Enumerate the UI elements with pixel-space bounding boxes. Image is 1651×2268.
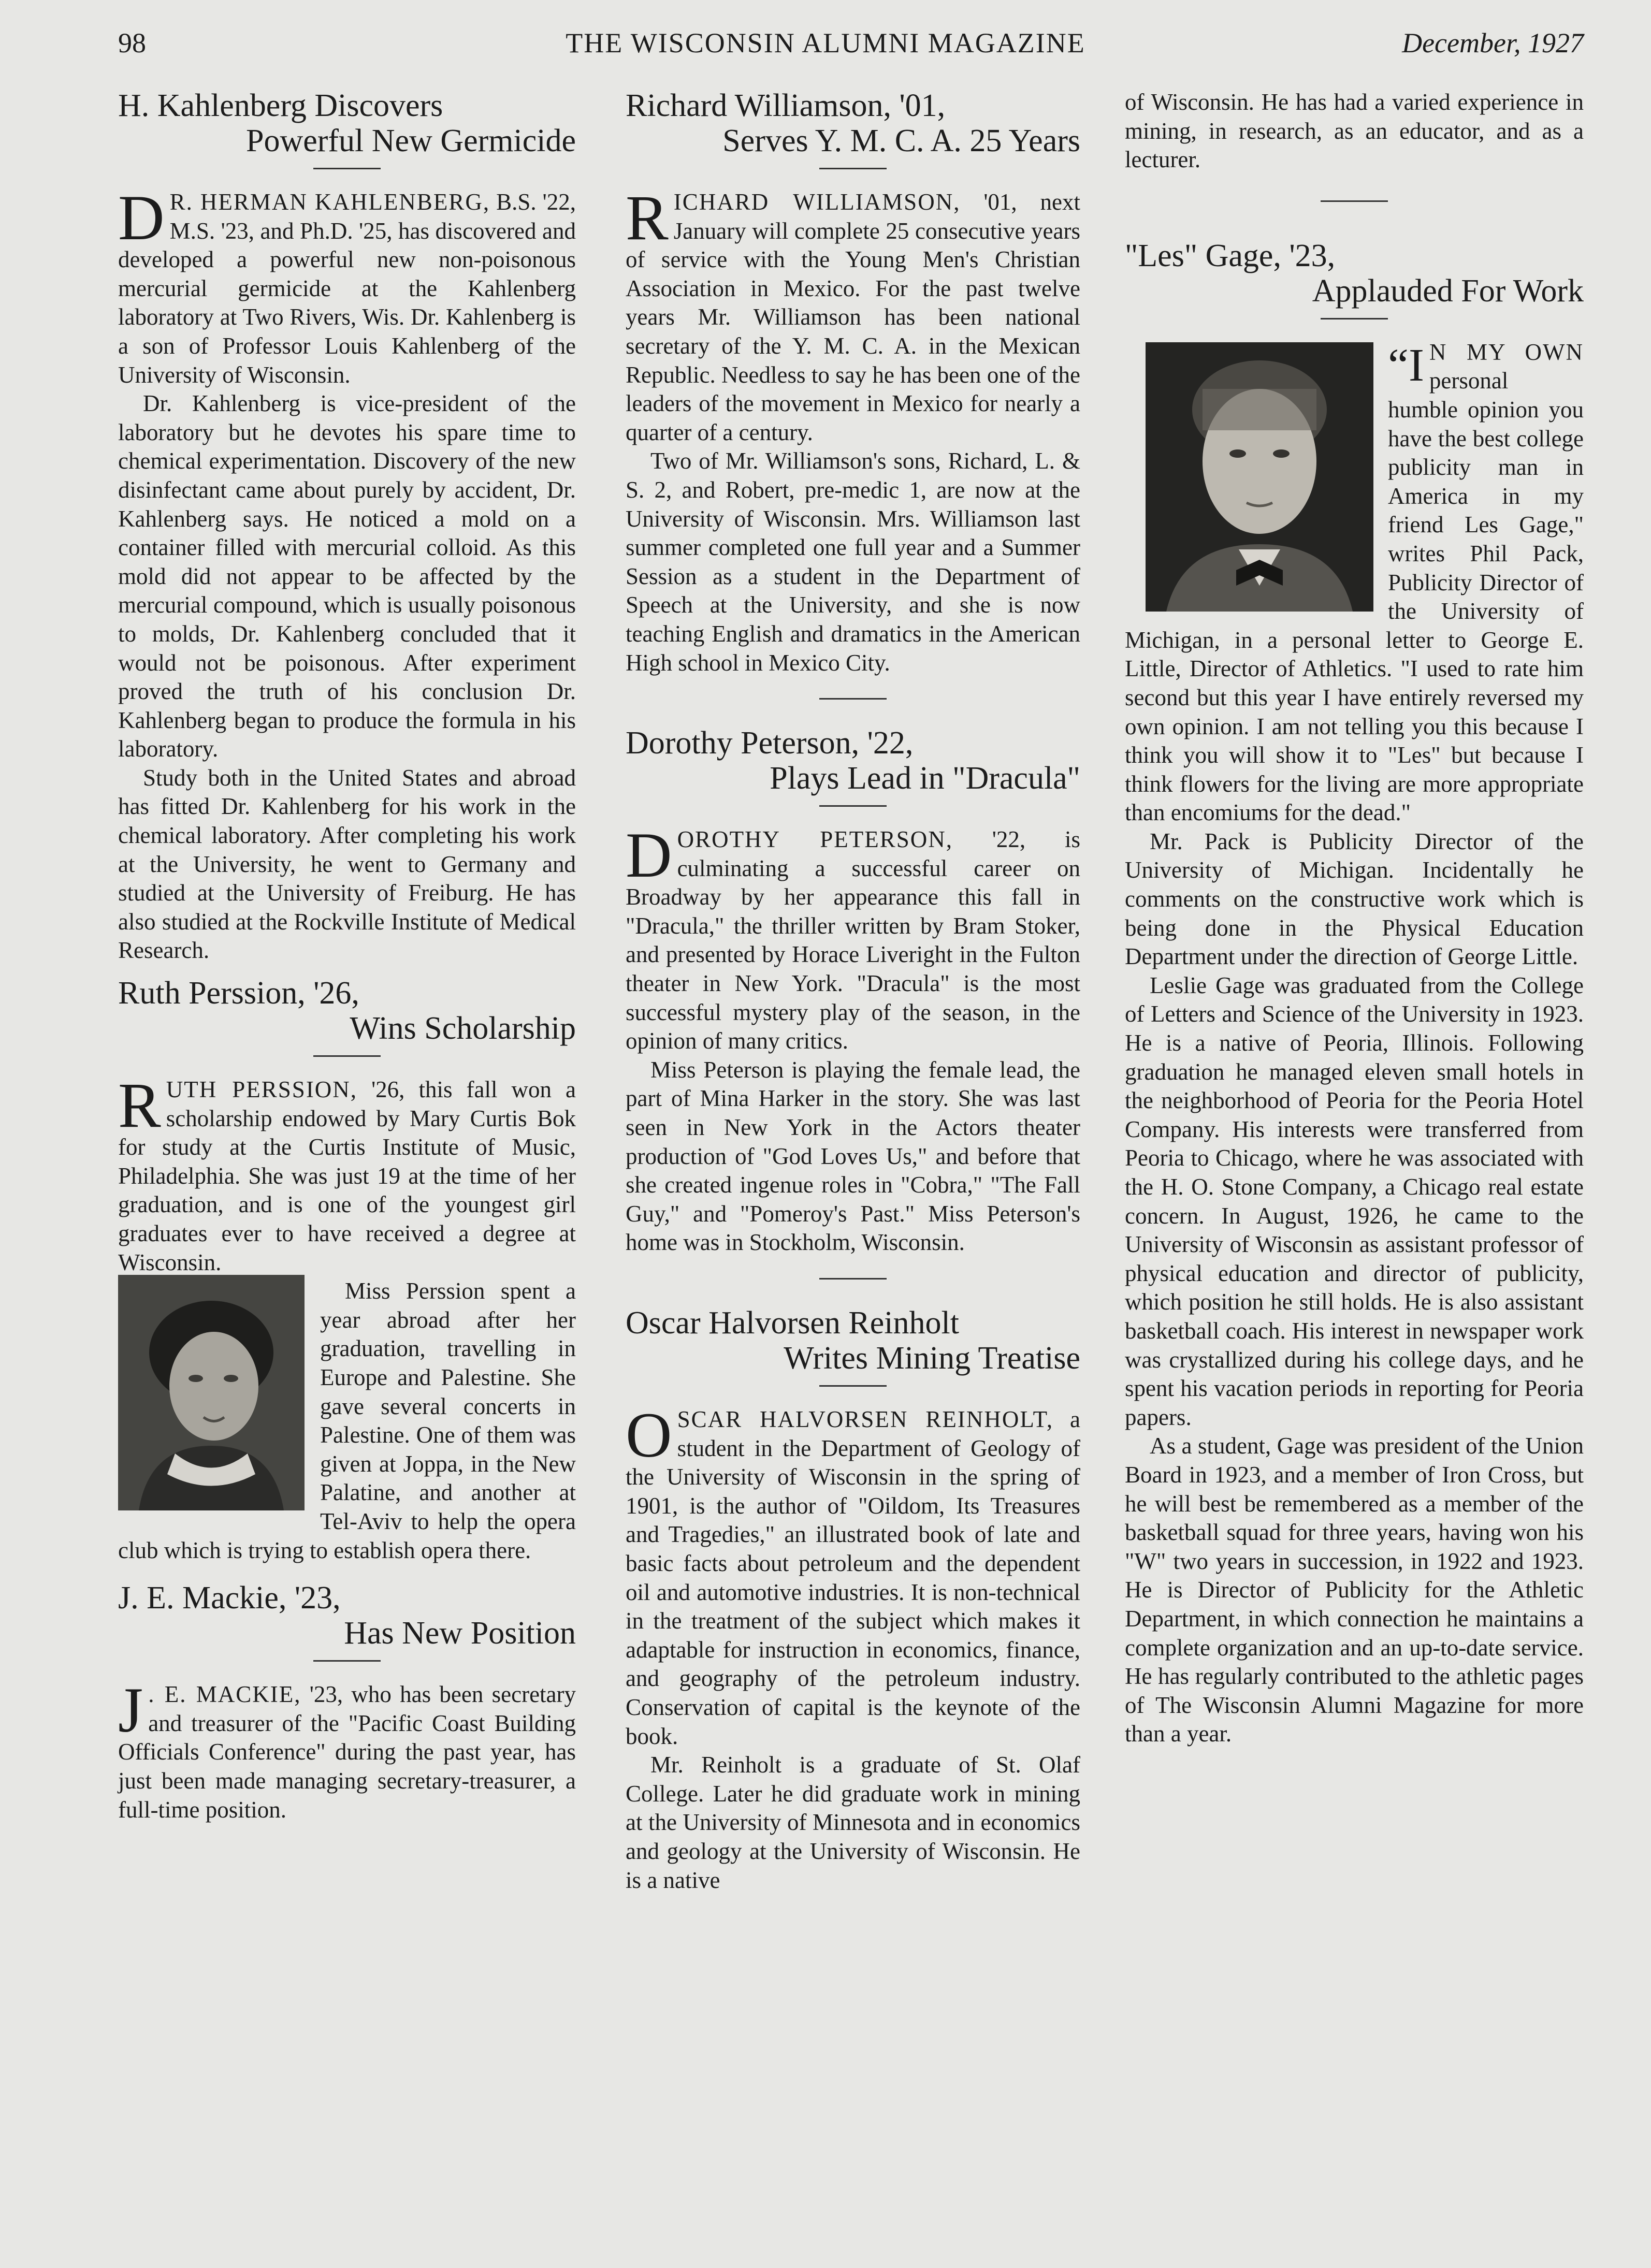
drop-cap: R bbox=[118, 1070, 161, 1141]
title-line-2: Serves Y. M. C. A. 25 Years bbox=[722, 123, 1080, 158]
title-line-2: Plays Lead in "Dracula" bbox=[770, 761, 1080, 796]
column-right bbox=[1125, 88, 1584, 1749]
article-paragraph: Two of Mr. Williamson's sons, Richard, L. & S. 2, and Robert, pre-medic 1, are now at the University of Wisconsin. Mrs. Williamson last summer completed one full year and a Summer Session as a student in the Department of Speech at the University, and she is now teaching English and dramatics in the American High school in Mexico City. bbox=[626, 448, 1080, 676]
issue-date: December, 1927 bbox=[1402, 27, 1584, 59]
article-title bbox=[626, 1305, 1080, 1376]
article-gage bbox=[1125, 238, 1584, 1749]
paragraph-text: B.S. '22, M.S. '23, and Ph.D. '25, has discovered and developed a powerful new non-poisonous mercurial germicide at the Kahlenberg laboratory at Two Rivers, Wis. Dr. Kahlenberg is a son of Professor Louis Kahlenberg of the University of Wisconsin. bbox=[118, 189, 576, 388]
drop-cap: D bbox=[626, 820, 672, 891]
title-line-2: Wins Scholarship bbox=[350, 1011, 576, 1046]
paragraph-text: a student in the Department of Geology of the University of Wisconsin in the spring of 1901, is the author of "Oildom, Its Treasures and Tragedies," an illustrated book of late and basic facts about petroleum and the dependent oil and automotive industries. It is non-technical in the treatment of the subject which makes it adaptable for instruction in economics, finance, and geography of the petroleum industry. Conservation of capital is the keynote of the book. bbox=[626, 1406, 1080, 1749]
lead-in: ICHARD WILLIAMSON, bbox=[673, 189, 961, 215]
paragraph-text: '23, who has been secretary and treasurer of the "Pacific Coast Building Officials Conference" during the past year, has just been made managing secretary-treasurer, a full-time position. bbox=[118, 1681, 576, 1823]
magazine-title: THE WISCONSIN ALUMNI MAGAZINE bbox=[566, 27, 1085, 59]
article-paragraph: Study both in the United States and abroad has fitted Dr. Kahlenberg for his work in the chemical laboratory. After completing his work at the University, he went to Germany and studied at the University of Freiburg. He has also studied at the Rockville Institute of Medical Research. bbox=[118, 764, 576, 964]
paragraph-text: '01, next January will complete 25 consecutive years of service with the Young Men's Christian Association in Mexico. For the past twelve years Mr. Williamson has been national secretary of the Y. M. C. A. in the Mexican Republic. Needless to say he has been one of the leaders of the movement in Mexico for nearly a quarter of a century. bbox=[626, 189, 1080, 445]
article-paragraph bbox=[626, 182, 1080, 447]
title-line-2: Applauded For Work bbox=[1312, 273, 1584, 309]
section-divider bbox=[819, 1278, 887, 1280]
article-mackie bbox=[118, 1580, 576, 1824]
article-paragraph: Mr. Pack is Publicity Director of the University of Michigan. Incidentally he comments on the constructive work which is being done in the Physical Education Department under the direction of George Little. bbox=[1125, 828, 1584, 970]
title-line-1: Dorothy Peterson, '22, bbox=[626, 725, 914, 761]
article-reinholt bbox=[626, 1305, 1080, 1895]
paragraph-text: '22, is culminating a successful career on Broadway by her appearance this fall in "Dracula," the thriller written by Bram Stoker, and presented by Horace Liveright in the Fulton theater in New York. "Dracula" is the most successful mystery play of the season, in the opinion of many critics. bbox=[626, 826, 1080, 1054]
column-middle bbox=[626, 88, 1080, 1895]
drop-cap: J bbox=[118, 1675, 143, 1746]
title-line-1: "Les" Gage, '23, bbox=[1125, 238, 1336, 273]
article-paragraph bbox=[626, 820, 1080, 1056]
divider bbox=[819, 1385, 887, 1387]
article-paragraph: Dr. Kahlenberg is vice-president of the laboratory but he devotes his spare time to chemical experimentation. Discovery of the new disinfectant came about purely by accident, Dr. Kahlenberg says. He noticed a mold on a container filled with mercurial colloid. As this mold did not appear to be affected by the mercurial compound, which is usually poisonous to molds, Dr. Kahlenberg concluded that it would not be poisonous. After experiment proved the truth of his conclusion Dr. Kahlenberg began to produce the formula in his laboratory. bbox=[118, 390, 576, 762]
drop-cap: R bbox=[626, 182, 669, 253]
article-paragraph bbox=[118, 1675, 576, 1824]
divider bbox=[819, 168, 887, 169]
article-peterson bbox=[626, 725, 1080, 1257]
article-paragraph bbox=[626, 1400, 1080, 1751]
article-paragraph bbox=[118, 182, 576, 389]
title-line-1: J. E. Mackie, '23, bbox=[118, 1580, 341, 1616]
article-title bbox=[1125, 238, 1584, 309]
lead-in: R. HERMAN KAHLENBERG, bbox=[169, 189, 490, 215]
lead-in: . E. MACKIE, bbox=[148, 1681, 301, 1708]
title-line-2: Has New Position bbox=[344, 1616, 576, 1651]
article-title bbox=[626, 88, 1080, 158]
divider bbox=[819, 805, 887, 807]
article-williamson bbox=[626, 88, 1080, 677]
title-line-1: Oscar Halvorsen Reinholt bbox=[626, 1305, 959, 1341]
paragraph-text: personal humble opinion you have the best college publicity man in America in my friend Les Gage," writes Phil Pack, Publicity Director of the University of Michigan, in a personal letter to George E. Little, Director of Athletics. "I used to rate him second but this year I have entirely reversed my own opinion. I am not telling you this because I think you will show it to "Les" but because I think flowers for the living are more appropriate than encomiums for the dead." bbox=[1125, 368, 1584, 826]
divider bbox=[1321, 318, 1388, 319]
paragraph-text: '26, this fall won a scholarship endowed by Mary Curtis Bok for study at the Curtis Institute of Music, Philadelphia. She was just 19 at the time of her graduation, and is one of the youngest girl graduates ever to have received a degree at Wisconsin. bbox=[118, 1077, 576, 1275]
lead-in: SCAR HALVORSEN REINHOLT, bbox=[677, 1406, 1054, 1432]
page-number: 98 bbox=[118, 27, 146, 59]
article-continuation: of Wisconsin. He has had a varied experience in mining, in research, as an educator, and as a lecturer. bbox=[1125, 89, 1584, 173]
article-paragraph: Mr. Reinholt is a graduate of St. Olaf College. Later he did graduate work in mining at the University of Minnesota and in economics and geology at the University of Wisconsin. He is a native bbox=[626, 1752, 1080, 1893]
article-paragraph: Miss Perssion spent a year abroad after her graduation, travelling in Europe and Palestine. She gave several concerts in Palestine. One of them was given at Joppa, in the New Palatine, and another at Tel-Aviv to help the opera club which is trying to establish opera there. bbox=[118, 1278, 576, 1563]
lead-in: OROTHY PETERSON, bbox=[677, 826, 953, 853]
drop-cap: D bbox=[118, 182, 165, 253]
lead-in: N MY OWN bbox=[1429, 339, 1584, 365]
article-title bbox=[626, 725, 1080, 796]
title-line-2: Powerful New Germicide bbox=[245, 123, 576, 158]
article-paragraph bbox=[1125, 338, 1584, 827]
lead-in: UTH PERSSION, bbox=[166, 1077, 358, 1103]
title-line-1: Richard Williamson, '01, bbox=[626, 88, 946, 123]
article-perssion bbox=[118, 976, 576, 1565]
article-paragraph: Miss Peterson is playing the female lead, the part of Mina Harker in the story. She was last seen in New York in the Actors theater production of "God Loves Us," and before that she created ingenue roles in "Cobra," "The Fall Guy," and "Pomeroy's Past." Miss Peterson's home was in Stockholm, Wisconsin. bbox=[626, 1056, 1080, 1256]
title-line-1: H. Kahlenberg Discovers bbox=[118, 88, 443, 123]
article-title bbox=[118, 88, 576, 158]
drop-cap: “I bbox=[1388, 339, 1424, 391]
divider bbox=[313, 1660, 381, 1662]
article-kahlenberg bbox=[118, 88, 576, 965]
title-line-2: Writes Mining Treatise bbox=[784, 1341, 1080, 1376]
article-paragraph: Leslie Gage was graduated from the College of Letters and Science of the University in 1923. He is a native of Peoria, Illinois. Following graduation he managed eleven small hotels in the neighborhood of Peoria for the Peoria Hotel Company. His interests were transferred from Peoria to Chicago, where he was associated with the H. O. Stone Company, a Chicago real estate concern. In August, 1926, he came to the University of Wisconsin as assistant professor of physical education and director of publicity, which position he still holds. He is also assistant basketball coach. His interest in newspaper work was crystallized during his college days, and he spent his vacation periods in reporting for Peoria papers. bbox=[1125, 972, 1584, 1430]
section-divider bbox=[819, 698, 887, 700]
drop-cap: O bbox=[626, 1400, 672, 1471]
column-left bbox=[118, 88, 576, 1824]
article-title bbox=[118, 1580, 576, 1651]
divider bbox=[313, 1055, 381, 1057]
divider bbox=[313, 168, 381, 169]
article-title bbox=[118, 976, 576, 1046]
portrait-photo-ruth-perssion bbox=[118, 1275, 305, 1510]
section-divider bbox=[1321, 200, 1388, 202]
article-paragraph: As a student, Gage was president of the Union Board in 1923, and a member of Iron Cross, but he will best be remembered as a member of the basketball squad for three years, having won his "W" two years in succession, in 1922 and 1923. He is Director of Publicity for the Athletic Department, in which connection he maintains a complete organization and an up-to-date service. He has regularly contributed to the athletic pages of The Wisconsin Alumni Magazine for more than a year. bbox=[1125, 1433, 1584, 1747]
article-paragraph bbox=[118, 1070, 576, 1277]
title-line-1: Ruth Perssion, '26, bbox=[118, 976, 359, 1011]
